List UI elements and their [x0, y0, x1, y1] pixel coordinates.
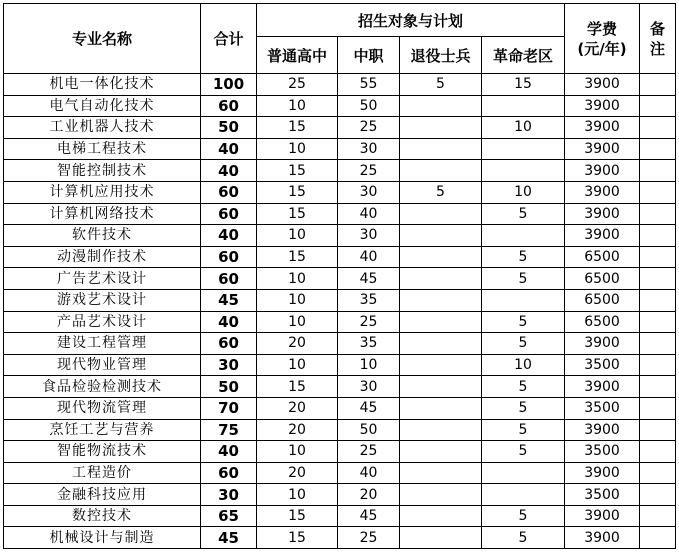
tuition-cell: 6500 — [565, 246, 640, 268]
old-revolutionary-area-cell: 10 — [482, 354, 565, 376]
major-name-cell: 产品艺术设计 — [4, 311, 201, 333]
vocational-cell: 10 — [338, 354, 400, 376]
high-school-cell: 15 — [257, 203, 338, 225]
tuition-cell: 3900 — [565, 462, 640, 484]
vocational-cell: 40 — [338, 462, 400, 484]
header-old-revolutionary-area: 革命老区 — [482, 37, 565, 74]
table-row — [4, 354, 676, 376]
major-name-cell: 机电一体化技术 — [4, 74, 201, 96]
header-remark-line2: 注 — [650, 39, 666, 58]
remark-cell — [640, 203, 676, 225]
major-name-cell: 游戏艺术设计 — [4, 289, 201, 311]
major-name-cell: 动漫制作技术 — [4, 246, 201, 268]
remark-cell — [640, 527, 676, 549]
old-revolutionary-area-cell: 5 — [482, 203, 565, 225]
old-revolutionary-area-cell — [482, 138, 565, 160]
table-row — [4, 181, 676, 203]
old-revolutionary-area-cell: 5 — [482, 397, 565, 419]
remark-cell — [640, 333, 676, 355]
vocational-cell: 45 — [338, 397, 400, 419]
tuition-cell: 3900 — [565, 505, 640, 527]
total-cell: 30 — [201, 354, 257, 376]
veterans-cell — [400, 225, 482, 247]
old-revolutionary-area-cell: 5 — [482, 527, 565, 549]
high-school-cell: 10 — [257, 354, 338, 376]
total-cell: 45 — [201, 527, 257, 549]
vocational-cell: 40 — [338, 203, 400, 225]
remark-cell — [640, 74, 676, 96]
high-school-cell: 15 — [257, 160, 338, 182]
vocational-cell: 50 — [338, 419, 400, 441]
tuition-cell: 3900 — [565, 138, 640, 160]
old-revolutionary-area-cell: 5 — [482, 441, 565, 463]
old-revolutionary-area-cell — [482, 95, 565, 117]
vocational-cell: 25 — [338, 311, 400, 333]
vocational-cell: 30 — [338, 376, 400, 398]
high-school-cell: 10 — [257, 484, 338, 506]
table-row — [4, 95, 676, 117]
table-row — [4, 462, 676, 484]
major-name-cell: 电梯工程技术 — [4, 138, 201, 160]
high-school-cell: 20 — [257, 462, 338, 484]
old-revolutionary-area-cell — [482, 289, 565, 311]
veterans-cell — [400, 203, 482, 225]
enrollment-plan-table — [3, 3, 676, 549]
table-row — [4, 397, 676, 419]
major-name-cell: 工程造价 — [4, 462, 201, 484]
remark-cell — [640, 354, 676, 376]
high-school-cell: 20 — [257, 333, 338, 355]
tuition-cell: 3900 — [565, 117, 640, 139]
high-school-cell: 15 — [257, 117, 338, 139]
high-school-cell: 10 — [257, 225, 338, 247]
high-school-cell: 20 — [257, 397, 338, 419]
table-row — [4, 160, 676, 182]
major-name-cell: 金融科技应用 — [4, 484, 201, 506]
tuition-cell: 3500 — [565, 441, 640, 463]
old-revolutionary-area-cell: 5 — [482, 505, 565, 527]
vocational-cell: 35 — [338, 333, 400, 355]
table-row — [4, 246, 676, 268]
major-name-cell: 建设工程管理 — [4, 333, 201, 355]
old-revolutionary-area-cell — [482, 225, 565, 247]
veterans-cell — [400, 354, 482, 376]
high-school-cell: 10 — [257, 95, 338, 117]
old-revolutionary-area-cell — [482, 462, 565, 484]
old-revolutionary-area-cell — [482, 160, 565, 182]
table-row — [4, 441, 676, 463]
table-body — [4, 74, 676, 549]
vocational-cell: 20 — [338, 484, 400, 506]
vocational-cell: 55 — [338, 74, 400, 96]
vocational-cell: 35 — [338, 289, 400, 311]
old-revolutionary-area-cell: 5 — [482, 268, 565, 290]
veterans-cell — [400, 419, 482, 441]
tuition-cell: 3900 — [565, 95, 640, 117]
high-school-cell: 20 — [257, 419, 338, 441]
tuition-cell: 3900 — [565, 225, 640, 247]
table-row — [4, 505, 676, 527]
remark-cell — [640, 441, 676, 463]
tuition-cell: 6500 — [565, 289, 640, 311]
vocational-cell: 25 — [338, 441, 400, 463]
remark-cell — [640, 419, 676, 441]
high-school-cell: 15 — [257, 181, 338, 203]
header-enrollment-group: 招生对象与计划 — [257, 4, 565, 37]
major-name-cell: 电气自动化技术 — [4, 95, 201, 117]
major-name-cell: 现代物流管理 — [4, 397, 201, 419]
total-cell: 60 — [201, 462, 257, 484]
high-school-cell: 15 — [257, 376, 338, 398]
old-revolutionary-area-cell: 15 — [482, 74, 565, 96]
header-remark-line1: 备 — [650, 19, 666, 38]
major-name-cell: 软件技术 — [4, 225, 201, 247]
tuition-cell: 3900 — [565, 333, 640, 355]
old-revolutionary-area-cell: 5 — [482, 376, 565, 398]
header-total: 合计 — [201, 4, 257, 74]
remark-cell — [640, 95, 676, 117]
tuition-cell: 3500 — [565, 484, 640, 506]
tuition-cell: 6500 — [565, 311, 640, 333]
remark-cell — [640, 225, 676, 247]
header-tuition-line2: (元/年) — [577, 39, 627, 58]
table-header — [4, 4, 676, 74]
major-name-cell: 数控技术 — [4, 505, 201, 527]
table-row — [4, 311, 676, 333]
high-school-cell: 10 — [257, 138, 338, 160]
total-cell: 75 — [201, 419, 257, 441]
veterans-cell — [400, 484, 482, 506]
total-cell: 30 — [201, 484, 257, 506]
table-row — [4, 289, 676, 311]
major-name-cell: 食品检验检测技术 — [4, 376, 201, 398]
total-cell: 70 — [201, 397, 257, 419]
old-revolutionary-area-cell: 5 — [482, 333, 565, 355]
veterans-cell — [400, 441, 482, 463]
remark-cell — [640, 484, 676, 506]
veterans-cell: 5 — [400, 181, 482, 203]
table-row — [4, 527, 676, 549]
tuition-cell: 3900 — [565, 181, 640, 203]
old-revolutionary-area-cell: 5 — [482, 246, 565, 268]
vocational-cell: 25 — [338, 527, 400, 549]
major-name-cell: 现代物业管理 — [4, 354, 201, 376]
tuition-cell: 3900 — [565, 419, 640, 441]
veterans-cell — [400, 376, 482, 398]
old-revolutionary-area-cell: 10 — [482, 117, 565, 139]
major-name-cell: 机械设计与制造 — [4, 527, 201, 549]
header-tuition-line1: 学费 — [587, 19, 618, 38]
total-cell: 50 — [201, 376, 257, 398]
total-cell: 60 — [201, 333, 257, 355]
total-cell: 60 — [201, 181, 257, 203]
veterans-cell — [400, 117, 482, 139]
major-name-cell: 烹饪工艺与营养 — [4, 419, 201, 441]
table-row — [4, 268, 676, 290]
remark-cell — [640, 246, 676, 268]
major-name-cell: 智能控制技术 — [4, 160, 201, 182]
high-school-cell: 15 — [257, 246, 338, 268]
major-name-cell: 工业机器人技术 — [4, 117, 201, 139]
tuition-cell: 3900 — [565, 376, 640, 398]
major-name-cell: 广告艺术设计 — [4, 268, 201, 290]
veterans-cell — [400, 505, 482, 527]
tuition-cell: 3900 — [565, 160, 640, 182]
remark-cell — [640, 505, 676, 527]
old-revolutionary-area-cell: 5 — [482, 311, 565, 333]
vocational-cell: 30 — [338, 138, 400, 160]
veterans-cell — [400, 311, 482, 333]
total-cell: 100 — [201, 74, 257, 96]
total-cell: 45 — [201, 289, 257, 311]
table-row — [4, 484, 676, 506]
vocational-cell: 40 — [338, 246, 400, 268]
vocational-cell: 25 — [338, 160, 400, 182]
veterans-cell — [400, 462, 482, 484]
remark-cell — [640, 376, 676, 398]
table-row — [4, 225, 676, 247]
header-high-school: 普通高中 — [257, 37, 338, 74]
high-school-cell: 15 — [257, 527, 338, 549]
remark-cell — [640, 289, 676, 311]
veterans-cell — [400, 397, 482, 419]
veterans-cell — [400, 246, 482, 268]
veterans-cell: 5 — [400, 74, 482, 96]
total-cell: 50 — [201, 117, 257, 139]
tuition-cell: 6500 — [565, 268, 640, 290]
old-revolutionary-area-cell: 5 — [482, 419, 565, 441]
total-cell: 60 — [201, 246, 257, 268]
table-row — [4, 74, 676, 96]
vocational-cell: 30 — [338, 181, 400, 203]
veterans-cell — [400, 268, 482, 290]
tuition-cell: 3900 — [565, 74, 640, 96]
veterans-cell — [400, 160, 482, 182]
total-cell: 40 — [201, 311, 257, 333]
table-row — [4, 138, 676, 160]
total-cell: 40 — [201, 160, 257, 182]
remark-cell — [640, 311, 676, 333]
remark-cell — [640, 462, 676, 484]
tuition-cell: 3500 — [565, 397, 640, 419]
header-tuition — [565, 4, 640, 74]
veterans-cell — [400, 95, 482, 117]
total-cell: 40 — [201, 138, 257, 160]
remark-cell — [640, 138, 676, 160]
vocational-cell: 30 — [338, 225, 400, 247]
tuition-cell: 3500 — [565, 354, 640, 376]
remark-cell — [640, 160, 676, 182]
veterans-cell — [400, 527, 482, 549]
total-cell: 60 — [201, 203, 257, 225]
table-row — [4, 419, 676, 441]
vocational-cell: 45 — [338, 505, 400, 527]
old-revolutionary-area-cell — [482, 484, 565, 506]
high-school-cell: 25 — [257, 74, 338, 96]
table-row — [4, 117, 676, 139]
header-major: 专业名称 — [4, 4, 201, 74]
remark-cell — [640, 181, 676, 203]
veterans-cell — [400, 333, 482, 355]
old-revolutionary-area-cell: 10 — [482, 181, 565, 203]
total-cell: 40 — [201, 441, 257, 463]
header-remark — [640, 4, 676, 74]
vocational-cell: 50 — [338, 95, 400, 117]
table-row — [4, 333, 676, 355]
veterans-cell — [400, 289, 482, 311]
high-school-cell: 10 — [257, 268, 338, 290]
high-school-cell: 10 — [257, 289, 338, 311]
total-cell: 60 — [201, 95, 257, 117]
remark-cell — [640, 117, 676, 139]
tuition-cell: 3900 — [565, 203, 640, 225]
remark-cell — [640, 268, 676, 290]
major-name-cell: 计算机应用技术 — [4, 181, 201, 203]
total-cell: 65 — [201, 505, 257, 527]
veterans-cell — [400, 138, 482, 160]
table-row — [4, 376, 676, 398]
vocational-cell: 25 — [338, 117, 400, 139]
header-vocational: 中职 — [338, 37, 400, 74]
major-name-cell: 智能物流技术 — [4, 441, 201, 463]
tuition-cell: 3900 — [565, 527, 640, 549]
major-name-cell: 计算机网络技术 — [4, 203, 201, 225]
high-school-cell: 10 — [257, 441, 338, 463]
header-veterans: 退役士兵 — [400, 37, 482, 74]
table-row — [4, 203, 676, 225]
high-school-cell: 10 — [257, 311, 338, 333]
total-cell: 40 — [201, 225, 257, 247]
remark-cell — [640, 397, 676, 419]
total-cell: 60 — [201, 268, 257, 290]
vocational-cell: 45 — [338, 268, 400, 290]
high-school-cell: 15 — [257, 505, 338, 527]
